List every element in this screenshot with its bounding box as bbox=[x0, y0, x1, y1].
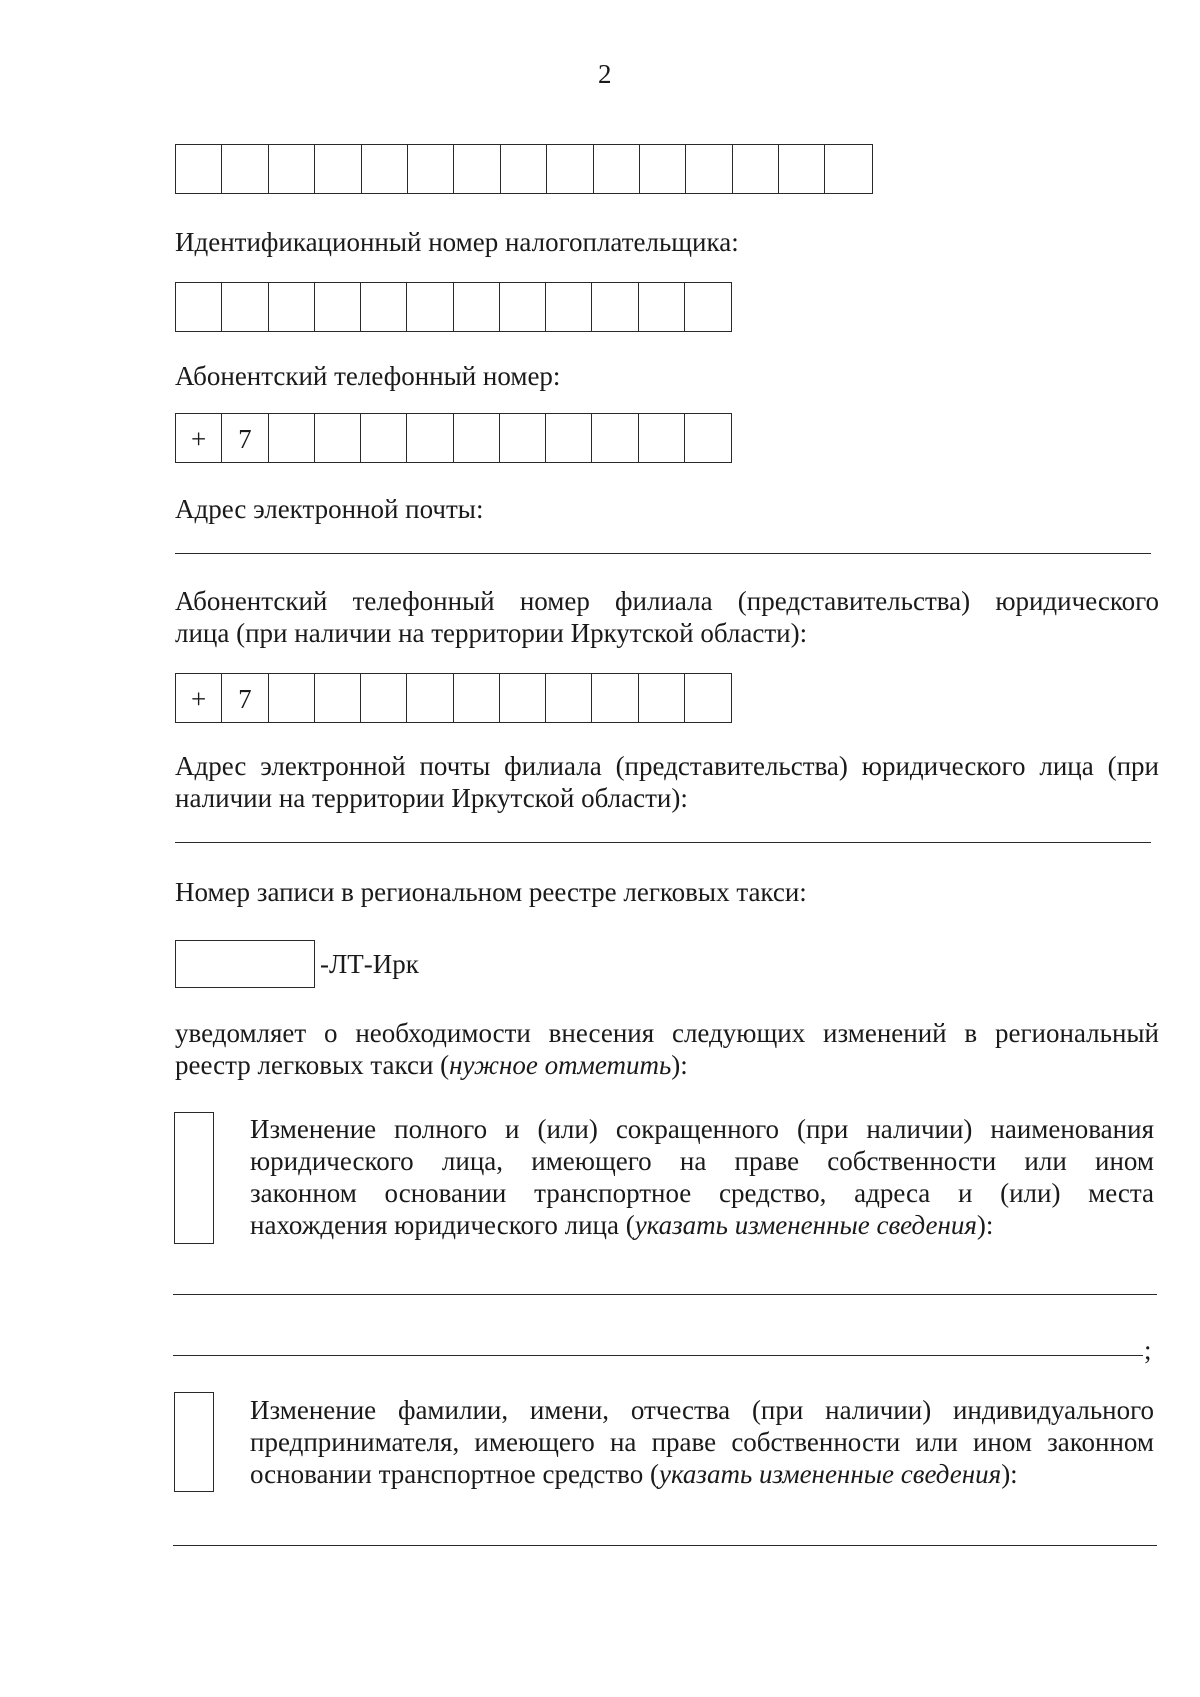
phone-cell[interactable]: 7 bbox=[222, 414, 268, 462]
top-code-cells[interactable] bbox=[175, 144, 873, 194]
notify-text bbox=[175, 1017, 1159, 1081]
top-code-cell[interactable] bbox=[640, 145, 686, 193]
option1-line4 bbox=[250, 1209, 1154, 1241]
notify-line2 bbox=[175, 1049, 1159, 1081]
inn-cell[interactable] bbox=[361, 283, 407, 331]
option1-line4-end: ): bbox=[976, 1210, 994, 1240]
branch-phone-cell[interactable] bbox=[407, 674, 453, 722]
phone-cell[interactable] bbox=[454, 414, 500, 462]
option2-line3-end: ): bbox=[1001, 1459, 1018, 1489]
option1-checkbox[interactable] bbox=[174, 1112, 214, 1244]
option1-terminator: ; bbox=[1144, 1335, 1152, 1365]
option1-line-a[interactable] bbox=[173, 1294, 1157, 1295]
option2-checkbox[interactable] bbox=[174, 1392, 214, 1492]
registry-number-box[interactable] bbox=[175, 940, 315, 988]
inn-label: Идентификационный номер налогоплательщика: bbox=[175, 227, 739, 257]
inn-cell[interactable] bbox=[639, 283, 685, 331]
top-code-cell[interactable] bbox=[315, 145, 361, 193]
branch-phone-label bbox=[175, 585, 1159, 649]
phone-cell[interactable] bbox=[269, 414, 315, 462]
inn-cell[interactable] bbox=[269, 283, 315, 331]
phone-cell[interactable] bbox=[639, 414, 685, 462]
option1-line-b[interactable] bbox=[173, 1355, 1143, 1356]
notify-line2-start: реестр легковых такси ( bbox=[175, 1050, 450, 1080]
top-code-cell[interactable] bbox=[176, 145, 222, 193]
top-code-cell[interactable] bbox=[825, 145, 871, 193]
branch-email-line[interactable] bbox=[175, 842, 1151, 843]
top-code-cell[interactable] bbox=[594, 145, 640, 193]
branch-email-label bbox=[175, 750, 1159, 814]
phone-cell[interactable] bbox=[361, 414, 407, 462]
top-code-cell[interactable] bbox=[408, 145, 454, 193]
option1-line4-italic: указать измененные сведения bbox=[634, 1210, 977, 1240]
registry-suffix: -ЛТ-Ирк bbox=[320, 949, 419, 979]
phone-cell[interactable] bbox=[685, 414, 731, 462]
option1-text bbox=[250, 1113, 1154, 1241]
email-label: Адрес электронной почты: bbox=[175, 494, 484, 524]
notify-line2-end: ): bbox=[671, 1050, 688, 1080]
registry-label: Номер записи в региональном реестре легковых такси: bbox=[175, 877, 807, 907]
top-code-cell[interactable] bbox=[501, 145, 547, 193]
option2-line1: Изменение фамилии, имени, отчества (при наличии) индивидуального bbox=[250, 1395, 1154, 1425]
branch-phone-cells[interactable] bbox=[175, 673, 732, 723]
inn-cell[interactable] bbox=[315, 283, 361, 331]
inn-cell[interactable] bbox=[407, 283, 453, 331]
branch-phone-cell[interactable] bbox=[546, 674, 592, 722]
option2-line3-start: основании транспортное средство ( bbox=[250, 1459, 659, 1489]
branch-phone-cell[interactable] bbox=[269, 674, 315, 722]
top-code-cell[interactable] bbox=[733, 145, 779, 193]
phone-cell[interactable] bbox=[592, 414, 638, 462]
branch-phone-cell[interactable] bbox=[685, 674, 731, 722]
phone-cell[interactable] bbox=[500, 414, 546, 462]
top-code-cell[interactable] bbox=[269, 145, 315, 193]
branch-phone-label-line2: лица (при наличии на территории Иркутской области): bbox=[175, 618, 808, 648]
inn-cell[interactable] bbox=[546, 283, 592, 331]
top-code-cell[interactable] bbox=[454, 145, 500, 193]
top-code-cell[interactable] bbox=[362, 145, 408, 193]
email-line[interactable] bbox=[175, 553, 1151, 554]
branch-phone-cell[interactable]: 7 bbox=[222, 674, 268, 722]
option1-line2: юридического лица, имеющего на праве собственности или ином bbox=[250, 1146, 1154, 1176]
phone-label: Абонентский телефонный номер: bbox=[175, 361, 561, 391]
branch-phone-cell[interactable] bbox=[454, 674, 500, 722]
branch-phone-cell[interactable] bbox=[500, 674, 546, 722]
branch-email-label-line1: Адрес электронной почты филиала (представительства) юридического лица (при bbox=[175, 751, 1159, 781]
phone-cell[interactable] bbox=[546, 414, 592, 462]
inn-cell[interactable] bbox=[454, 283, 500, 331]
option1-line3: законном основании транспортное средство, адреса и (или) места bbox=[250, 1178, 1154, 1208]
inn-cell[interactable] bbox=[685, 283, 731, 331]
inn-cell[interactable] bbox=[176, 283, 222, 331]
branch-phone-cell[interactable] bbox=[592, 674, 638, 722]
option2-line-a[interactable] bbox=[173, 1545, 1157, 1546]
phone-cell[interactable]: + bbox=[176, 414, 222, 462]
option2-line3 bbox=[250, 1458, 1154, 1490]
branch-email-label-line2: наличии на территории Иркутской области): bbox=[175, 783, 688, 813]
option1-line1: Изменение полного и (или) сокращенного (при наличии) наименования bbox=[250, 1114, 1154, 1144]
option1-line4-start: нахождения юридического лица ( bbox=[250, 1210, 635, 1240]
top-code-cell[interactable] bbox=[686, 145, 732, 193]
branch-phone-cell[interactable] bbox=[639, 674, 685, 722]
inn-cell[interactable] bbox=[592, 283, 638, 331]
option2-line3-italic: указать измененные сведения bbox=[658, 1459, 1002, 1489]
top-code-cell[interactable] bbox=[779, 145, 825, 193]
inn-cells[interactable] bbox=[175, 282, 732, 332]
inn-cell[interactable] bbox=[222, 283, 268, 331]
branch-phone-cell[interactable] bbox=[315, 674, 361, 722]
phone-cell[interactable] bbox=[315, 414, 361, 462]
branch-phone-cell[interactable] bbox=[361, 674, 407, 722]
branch-phone-cell[interactable]: + bbox=[176, 674, 222, 722]
branch-phone-label-line1: Абонентский телефонный номер филиала (представительства) юридического bbox=[175, 586, 1159, 616]
top-code-cell[interactable] bbox=[222, 145, 268, 193]
phone-cells[interactable] bbox=[175, 413, 732, 463]
notify-line1: уведомляет о необходимости внесения следующих изменений в региональный bbox=[175, 1018, 1159, 1048]
notify-line2-italic: нужное отметить bbox=[449, 1050, 672, 1080]
page-number: 2 bbox=[598, 59, 612, 89]
option2-text bbox=[250, 1394, 1154, 1490]
inn-cell[interactable] bbox=[500, 283, 546, 331]
option2-line2: предпринимателя, имеющего на праве собственности или ином законном bbox=[250, 1427, 1154, 1457]
phone-cell[interactable] bbox=[407, 414, 453, 462]
top-code-cell[interactable] bbox=[547, 145, 593, 193]
